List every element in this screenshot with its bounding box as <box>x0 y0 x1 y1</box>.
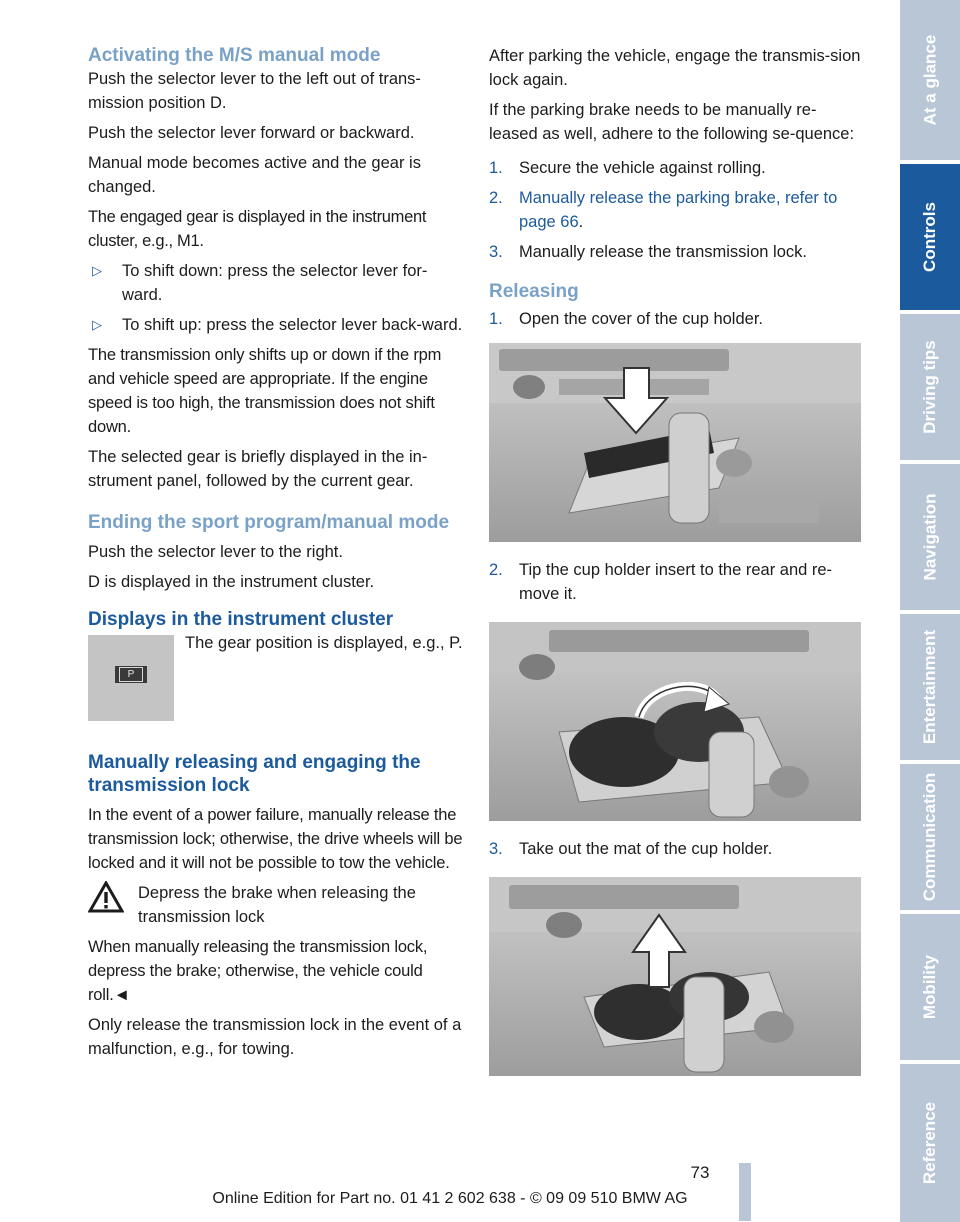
paragraph: If the parking brake needs to be manually re-leased as well, adhere to the following se-quence: <box>489 101 855 143</box>
step-number: 1. <box>489 159 503 177</box>
tab-mobility[interactable] <box>900 914 960 1060</box>
step-text: Manually release the transmission lock. <box>519 243 807 261</box>
tab-label: Reference <box>920 1101 939 1185</box>
gear-description: The gear position is displayed, e.g., P. <box>185 634 463 652</box>
gear-p-icon <box>115 666 147 683</box>
cup-holder-insert-image <box>489 622 861 821</box>
step-text: Tip the cup holder insert to the rear and re-move it. <box>519 561 833 603</box>
paragraph: In the event of a power failure, manually release the transmission lock; otherwise, the drive wheels will be locked and it will not be possible to tow the vehicle. <box>88 806 463 872</box>
tab-label: Entertainment <box>920 629 940 745</box>
step-number: 3. <box>489 840 503 858</box>
tab-controls[interactable] <box>900 164 960 310</box>
list-item <box>489 558 861 606</box>
triangle-bullet-icon: ▷ <box>92 263 102 278</box>
list-item <box>489 837 861 861</box>
step-number: 3. <box>489 243 503 261</box>
tab-label: Driving tips <box>920 340 940 434</box>
paragraph: The transmission only shifts up or down if the rpm and vehicle speed are appropriate. If the engine speed is too high, the transmission does not shift down. <box>88 346 442 436</box>
list-item <box>489 307 861 331</box>
tab-driving-tips[interactable] <box>900 314 960 460</box>
step-tail: . <box>578 213 584 231</box>
paragraph: The selected gear is briefly displayed in the in-strument panel, followed by the current gear. <box>88 448 428 490</box>
right-column <box>489 44 861 1076</box>
heading-displays: Displays in the instrument cluster <box>88 609 394 630</box>
tab-label: At a glance <box>920 34 940 126</box>
paragraph: Only release the transmission lock in the event of a malfunction, e.g., for towing. <box>88 1016 462 1058</box>
step-text: Secure the vehicle against rolling. <box>519 159 766 177</box>
tab-label: Controls <box>920 202 940 272</box>
bullet-text: To shift down: press the selector lever for-ward. <box>122 262 428 304</box>
list-item <box>489 240 861 264</box>
warning-triangle-icon <box>88 881 124 913</box>
warning-text: Depress the brake when releasing the transmission lock <box>138 884 416 926</box>
footer-edition: Online Edition for Part no. 01 41 2 602 638 - © 09 09 510 BMW AG <box>212 1190 688 1207</box>
page-reference-link[interactable]: Manually release the parking brake, refer to page 66 <box>519 189 838 231</box>
cup-holder-mat-image <box>489 877 861 1076</box>
heading-releasing: Releasing <box>489 281 579 302</box>
paragraph: When manually releasing the transmission lock, depress the brake; otherwise, the vehicle could roll.◄ <box>88 938 428 1004</box>
bullet-item <box>88 259 464 307</box>
tab-entertainment[interactable] <box>900 614 960 760</box>
step-number: 2. <box>489 561 503 579</box>
heading-activating: Activating the M/S manual mode <box>88 45 381 66</box>
heading-ending: Ending the sport program/manual mode <box>88 512 450 533</box>
tab-at-a-glance[interactable] <box>900 0 960 160</box>
gear-indicator-image <box>88 635 174 721</box>
bullet-text: To shift up: press the selector lever back-ward. <box>122 316 463 334</box>
step-number: 2. <box>489 189 503 207</box>
warning-block <box>88 881 464 929</box>
list-item <box>489 186 861 234</box>
tab-label: Mobility <box>920 954 939 1020</box>
heading-manual-lock: Manually releasing and engaging the transmission lock <box>88 752 421 796</box>
triangle-bullet-icon: ▷ <box>92 317 102 332</box>
list-item <box>489 156 861 180</box>
tab-navigation[interactable] <box>900 464 960 610</box>
paragraph: Push the selector lever forward or backward. <box>88 124 415 142</box>
bullet-item <box>88 313 464 337</box>
paragraph: The engaged gear is displayed in the instrument cluster, e.g., M1. <box>88 208 427 250</box>
tab-label: Communication <box>920 772 940 902</box>
step-number: 1. <box>489 310 503 328</box>
paragraph: Push the selector lever to the right. <box>88 543 343 561</box>
paragraph: D is displayed in the instrument cluster. <box>88 573 375 591</box>
gear-symbol: P <box>119 667 143 682</box>
step-text: Take out the mat of the cup holder. <box>519 840 773 858</box>
tab-communication[interactable] <box>900 764 960 910</box>
cup-holder-cover-image <box>489 343 861 542</box>
paragraph: After parking the vehicle, engage the transmis-sion lock again. <box>489 47 861 89</box>
tab-label: Navigation <box>920 493 939 581</box>
left-column <box>88 44 464 1067</box>
step-text: Open the cover of the cup holder. <box>519 310 763 328</box>
chapter-sidebar <box>900 0 960 1222</box>
tab-reference[interactable] <box>900 1064 960 1222</box>
paragraph: Push the selector lever to the left out of trans-mission position D. <box>88 70 421 112</box>
page-number: 73 <box>690 1163 710 1182</box>
paragraph: Manual mode becomes active and the gear is changed. <box>88 154 421 196</box>
gear-display-row <box>88 635 464 721</box>
